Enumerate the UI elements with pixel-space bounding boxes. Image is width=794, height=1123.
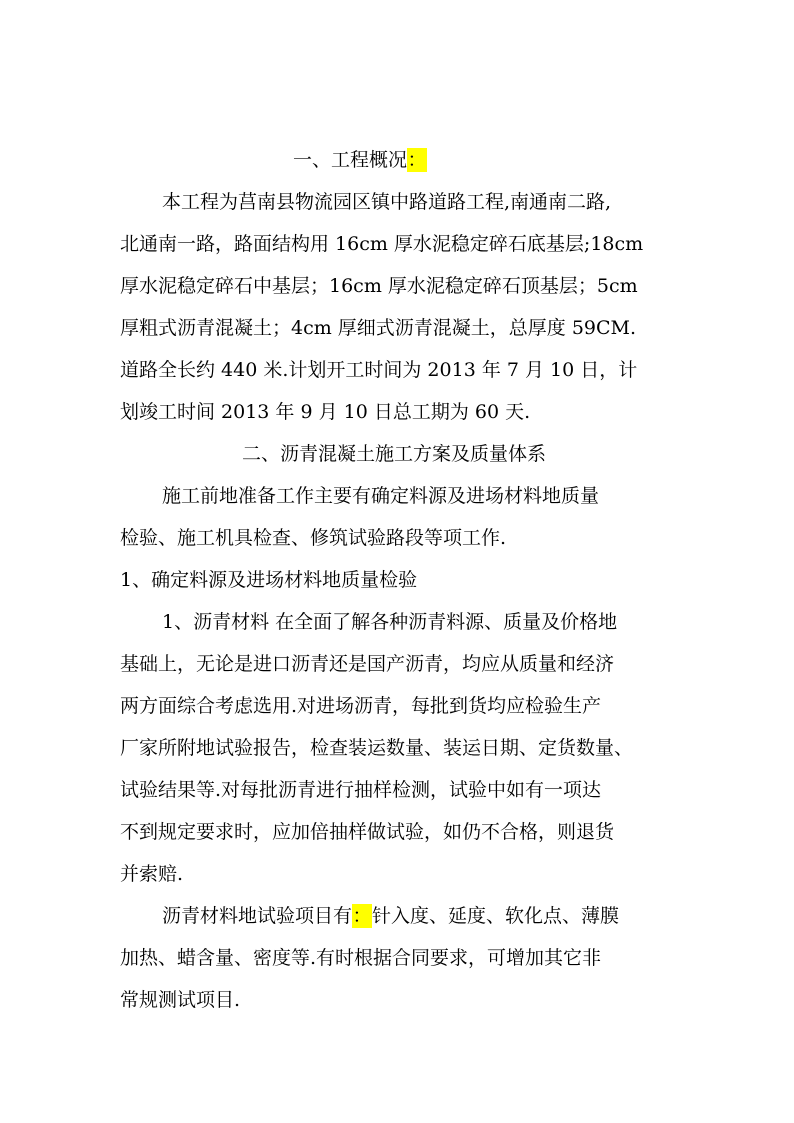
paragraph-line: 道路全长约 440 米.计划开工时间为 2013 年 7 月 10 日，计 [120, 359, 638, 381]
test-items-rest: 针入度、延度、软化点、薄膜 [372, 905, 620, 927]
heading-project-overview-text: 一、工程概况 [293, 149, 408, 171]
paragraph-line: 试验结果等.对每批沥青进行抽样检测，试验中如有一项达 [120, 779, 602, 801]
paragraph-line: 厂家所附地试验报告，检查装运数量、装运日期、定货数量、 [120, 737, 634, 759]
paragraph-line: 两方面综合考虑选用.对进场沥青，每批到货均应检验生产 [120, 695, 602, 717]
paragraph-line: 划竣工时间 2013 年 9 月 10 日总工期为 60 天. [120, 401, 531, 423]
paragraph-line: 加热、蜡含量、密度等.有时根据合同要求，可增加其它非 [120, 947, 602, 969]
paragraph-line: 本工程为莒南县物流园区镇中路道路工程,南通南二路, [162, 191, 612, 213]
test-items-lead: 沥青材料地试验项目有 [162, 905, 353, 927]
paragraph-line: 施工前地准备工作主要有确定料源及进场材料地质量 [162, 485, 600, 507]
paragraph-line: 厚水泥稳定碎石中基层；16cm 厚水泥稳定碎石顶基层；5cm [120, 275, 638, 297]
paragraph-line: 常规测试项目. [120, 989, 241, 1011]
highlighted-colon: ： [407, 149, 427, 171]
paragraph-line: 并索赔. [120, 863, 184, 885]
paragraph-line: 1、沥青材料 在全面了解各种沥青料源、质量及价格地 [162, 611, 618, 633]
heading-asphalt-plan: 二、沥青混凝土施工方案及质量体系 [242, 443, 547, 465]
paragraph-line: 基础上，无论是进口沥青还是国产沥青，均应从质量和经济 [120, 653, 615, 675]
heading-material-inspection: 1、确定料源及进场材料地质量检验 [120, 569, 418, 591]
paragraph-line: 检验、施工机具检查、修筑试验路段等项工作. [120, 527, 507, 549]
heading-project-overview [293, 148, 794, 172]
paragraph-test-items [120, 904, 722, 928]
paragraph-line: 不到规定要求时，应加倍抽样做试验，如仍不合格，则退货 [120, 821, 615, 843]
paragraph-line: 北通南一路，路面结构用 16cm 厚水泥稳定碎石底基层;18cm [120, 233, 644, 255]
highlighted-colon: ： [352, 905, 372, 927]
paragraph-line: 厚粗式沥青混凝土；4cm 厚细式沥青混凝土，总厚度 59CM. [120, 317, 637, 339]
